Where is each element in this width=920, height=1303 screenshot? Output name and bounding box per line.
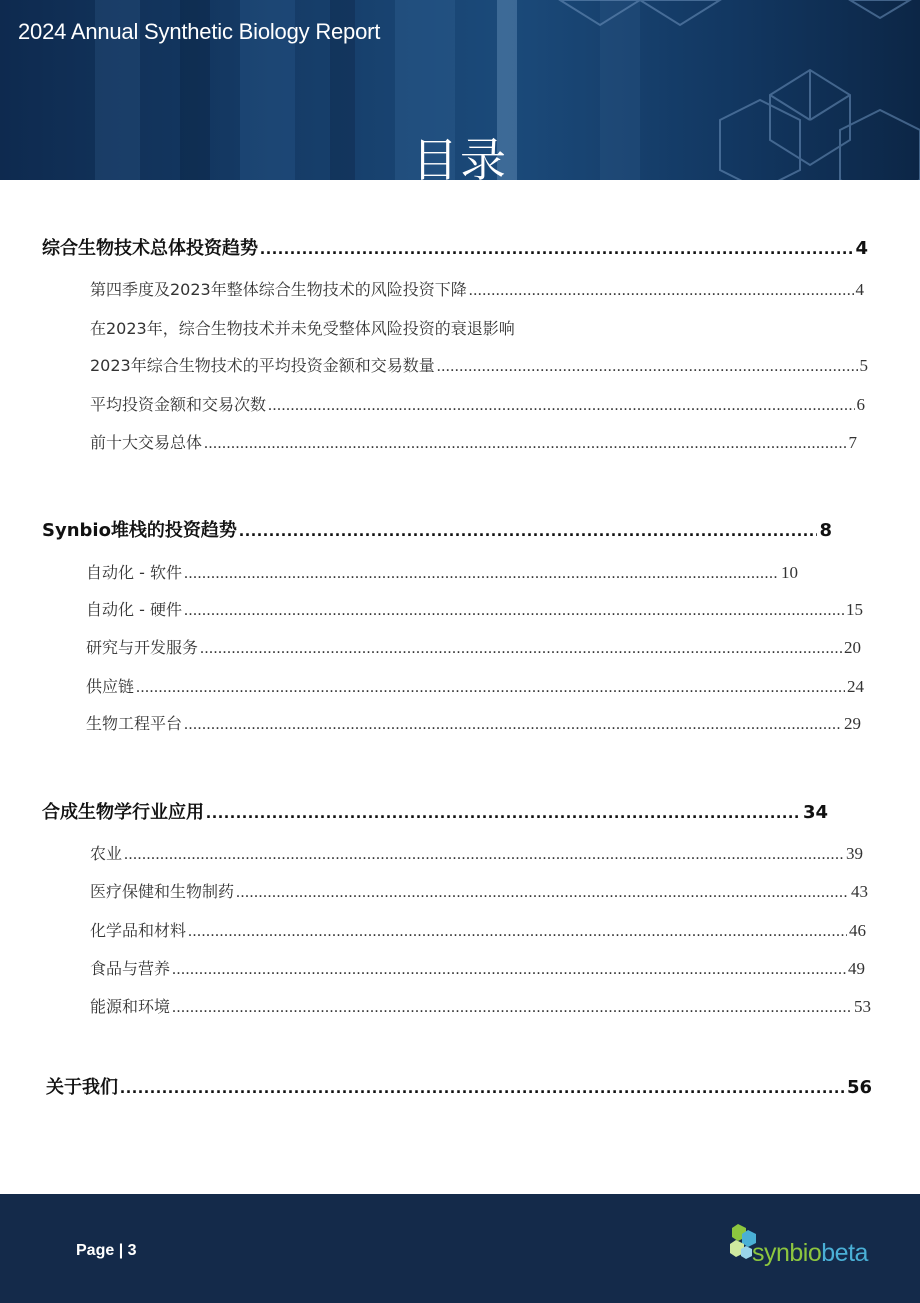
toc-item[interactable] [90,994,871,1017]
toc-page-number: 24 [847,677,864,696]
toc-section-about-us[interactable] [46,1073,872,1099]
toc-item-label: 化学品和材料 [90,921,187,940]
toc-item-label: 生物工程平台 [86,714,183,733]
toc-page-number: 29 [844,714,861,733]
toc-item[interactable] [90,430,857,453]
toc-page-number: 4 [855,280,864,299]
dot-leader [124,846,844,864]
toc-page-number: 49 [848,959,865,978]
dot-leader [184,602,844,620]
dot-leader [184,565,779,583]
dot-leader [188,923,847,941]
dot-leader [469,282,854,300]
toc-item[interactable] [86,597,863,620]
toc-page-number: 46 [849,921,866,940]
toc-item[interactable] [90,277,864,300]
toc-item-label: 自动化 - 软件 [86,563,182,582]
toc-item[interactable] [86,711,861,734]
toc-page-number: 4 [855,238,868,259]
toc-page-number: 43 [851,882,868,901]
toc-item-label: 在2023年，综合生物技术并未免受整体风险投资的衰退影响 [90,319,515,338]
toc-page-number: 56 [846,1077,872,1098]
toc-item-label: 前十大交易总体 [90,433,203,452]
toc-item[interactable] [86,635,861,658]
logo-wordmark: synbiobeta [752,1239,868,1267]
toc-item-label: 平均投资金额和交易次数 [90,395,267,414]
dot-leader [437,358,858,376]
toc-item-label: 自动化 - 硬件 [86,600,182,619]
toc-section-title: 合成生物学行业应用 [42,802,204,823]
toc-page-number: 20 [844,638,861,657]
dot-leader [184,716,842,734]
toc-item[interactable] [90,353,868,376]
toc-section-title: Synbio堆栈的投资趋势 [42,520,237,541]
toc-item[interactable] [90,918,866,941]
dot-leader [268,397,854,415]
toc-heading: 目录 [412,133,508,180]
toc-item[interactable] [90,841,863,864]
toc-item[interactable] [90,879,868,902]
toc-section-title: 综合生物技术总体投资趋势 [42,238,258,259]
toc-section-synbio-stack[interactable] [42,516,832,542]
toc-item-label: 能源和环境 [90,997,171,1016]
toc-page-number: 39 [846,844,863,863]
dot-leader [204,435,846,453]
dot-leader [236,884,849,902]
toc-item[interactable] [90,316,515,339]
page-number: Page | 3 [76,1242,137,1259]
dot-leader [239,520,818,541]
toc-page-number: 7 [848,433,857,452]
dot-leader [260,238,853,259]
toc-item-label: 2023年综合生物技术的平均投资金额和交易数量 [90,356,435,375]
synbiobeta-logo [730,1222,890,1276]
toc-item-label: 供应链 [86,677,135,696]
dot-leader [120,1077,845,1098]
dot-leader [172,999,852,1017]
toc-item[interactable] [86,674,864,697]
toc-page-number: 5 [859,356,868,375]
toc-item[interactable] [86,560,798,583]
toc-item[interactable] [90,392,865,415]
toc-item-label: 研究与开发服务 [86,638,199,657]
toc-item-label: 食品与营养 [90,959,171,978]
toc-page-number: 34 [802,802,828,823]
toc-section-title: 关于我们 [46,1077,118,1098]
toc-page-number: 53 [854,997,871,1016]
toc-page-number: 6 [856,395,865,414]
dot-leader [136,679,845,697]
toc-page-number: 10 [781,563,798,582]
toc-item[interactable] [90,956,865,979]
header-banner [0,0,920,180]
toc-item-label: 医疗保健和生物制药 [90,882,235,901]
toc-section-investment-trends[interactable] [42,234,868,260]
toc-item-label: 农业 [90,844,123,863]
toc-section-industry-applications[interactable] [42,798,828,824]
report-title: 2024 Annual Synthetic Biology Report [18,19,381,44]
toc-page-number: 15 [846,600,863,619]
dot-leader [206,802,801,823]
dot-leader [200,640,842,658]
dot-leader [172,961,846,979]
toc-page-number: 8 [819,520,832,541]
toc-item-label: 第四季度及2023年整体综合生物技术的风险投资下降 [90,280,467,299]
